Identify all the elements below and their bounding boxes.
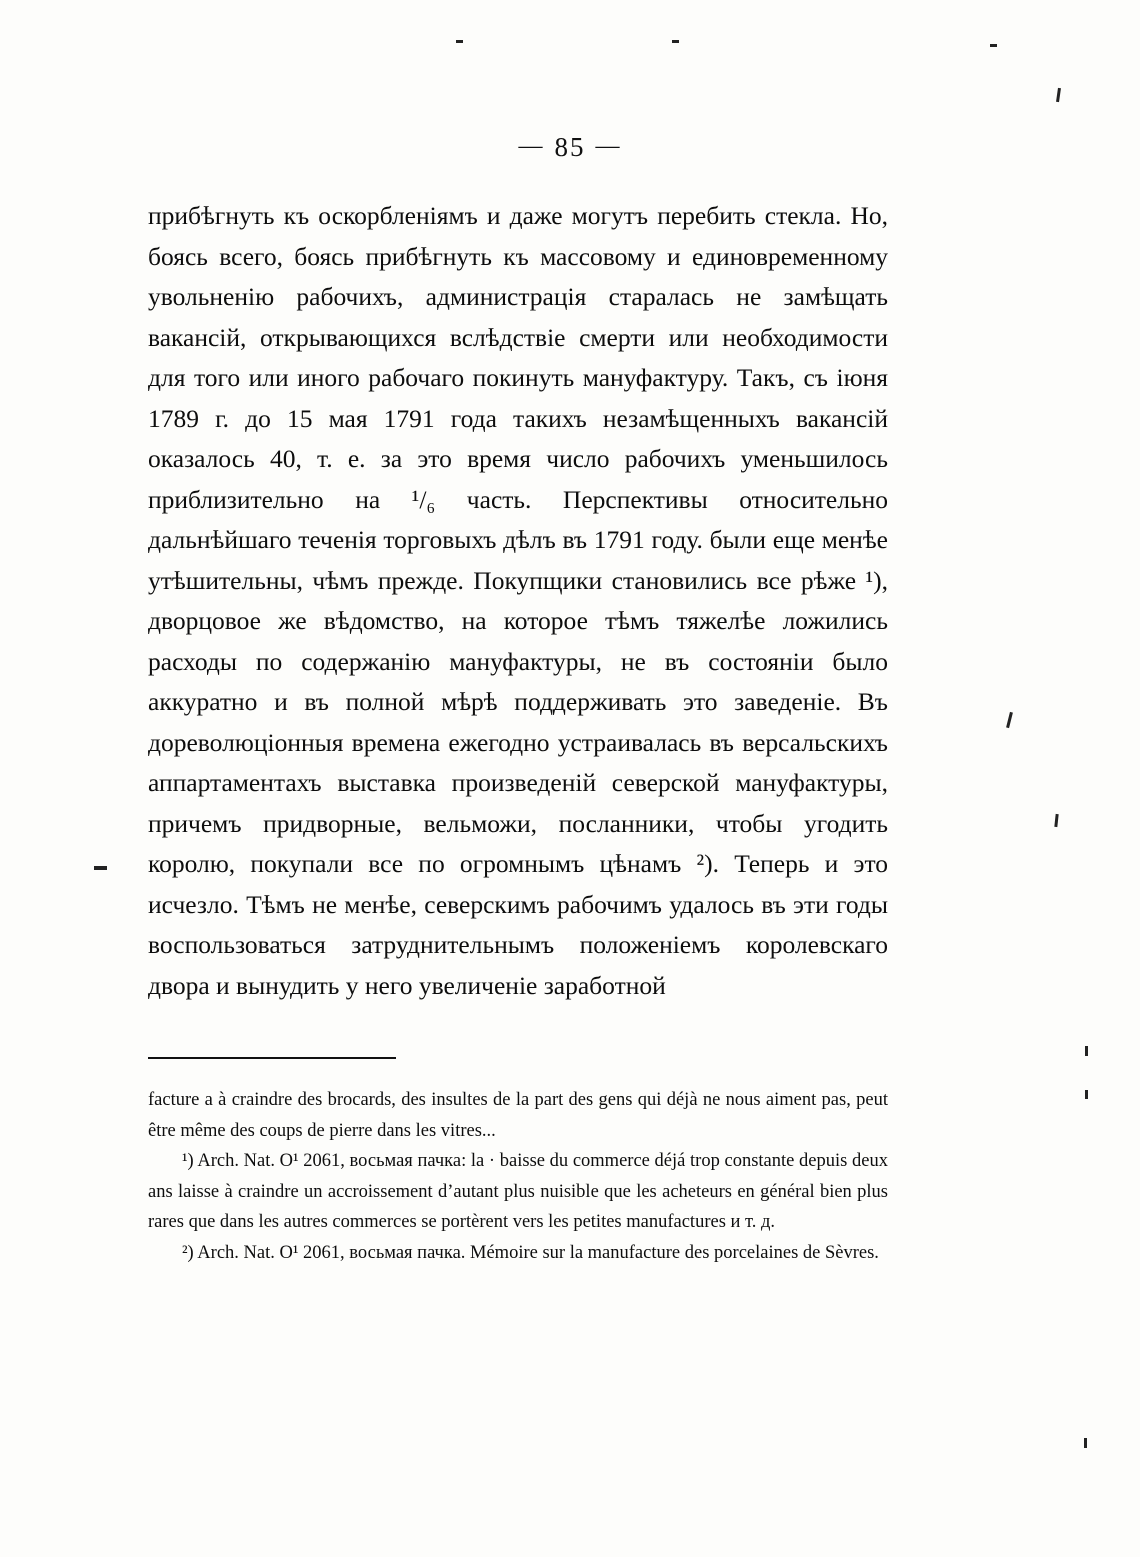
footnote-separator-rule bbox=[148, 1057, 396, 1059]
page-number-prefix: — bbox=[518, 133, 545, 159]
scan-artifact-mark bbox=[1006, 712, 1013, 728]
footnote-continued: facture a à craindre des brocards, des insultes de la part des gens qui déjà ne nous aiment pas, peut être même des coups de pierre dans les vitres... bbox=[148, 1090, 888, 1141]
body-paragraph: прибѣгнуть къ оскорбленіямъ и даже могутъ перебить стекла. Но, боясь всего, боясь прибѣгнуть къ массовому и единовременному увольненію рабочихъ, администрація старалась не замѣщать вакансій, открывающихся вслѣдствіе смерти или необходимости для того или иного рабочаго покинуть мануфактуру. Такъ, съ іюня 1789 г. до 15 мая 1791 года такихъ незамѣщенныхъ вакансій оказалось 40, т. е. за это время число рабочихъ уменьшилось приблизительно на ¹/₆ часть. Перспективы относительно дальнѣйшаго теченія торговыхъ дѣлъ въ 1791 году. были еще менѣе утѣшительны, чѣмъ прежде. Покупщики становились все рѣже ¹), дворцовое же вѣдомство, на которое тѣмъ тяжелѣе ложились расходы по содержанію мануфактуры, не въ состояніи было аккуратно и въ полной мѣрѣ поддерживать это заведеніе. Въ дореволюціонныя времена ежегодно устраивалась въ версальскихъ аппартаментахъ выставка произведеній северской мануфактуры, причемъ придворные, вельможи, посланники, чтобы угодить королю, покупали все по огромнымъ цѣнамъ ²). Теперь и это исчезло. Тѣмъ не менѣе, северскимъ рабочимъ удалось въ эти годы воспользоваться затруднительнымъ положеніемъ королевскаго двора и вынудить у него увеличеніе заработной bbox=[148, 201, 888, 1000]
scan-artifact-mark bbox=[672, 40, 679, 43]
page-number bbox=[0, 132, 1140, 163]
scan-artifact-mark bbox=[1054, 814, 1058, 827]
body-text-block bbox=[148, 196, 888, 1006]
page-number-suffix: — bbox=[595, 133, 622, 159]
scan-artifact-mark bbox=[1084, 1438, 1087, 1448]
scan-artifact-mark bbox=[94, 866, 107, 870]
scan-artifact-mark bbox=[1085, 1090, 1088, 1099]
scan-artifact-mark bbox=[456, 40, 463, 43]
footnote-2: ²) Arch. Nat. O¹ 2061, восьмая пачка. Mémoire sur la manufacture des porcelaines de Sèvres. bbox=[182, 1242, 879, 1263]
scan-artifact-mark bbox=[990, 44, 997, 47]
scan-artifact-mark bbox=[1056, 88, 1061, 102]
page-number-value: 85 bbox=[554, 132, 586, 162]
footnotes-block bbox=[148, 1085, 888, 1268]
scan-artifact-mark bbox=[1085, 1046, 1088, 1056]
footnote-1: ¹) Arch. Nat. O¹ 2061, восьмая пачка: la · baisse du commerce déjá trop constante depuis deux ans laisse à craindre un accroissement d’autant plus nuisible que les acheteurs en général bien plus rares que dans les autres commerces se portèrent vers les petites manufactures и т. д. bbox=[148, 1151, 888, 1232]
